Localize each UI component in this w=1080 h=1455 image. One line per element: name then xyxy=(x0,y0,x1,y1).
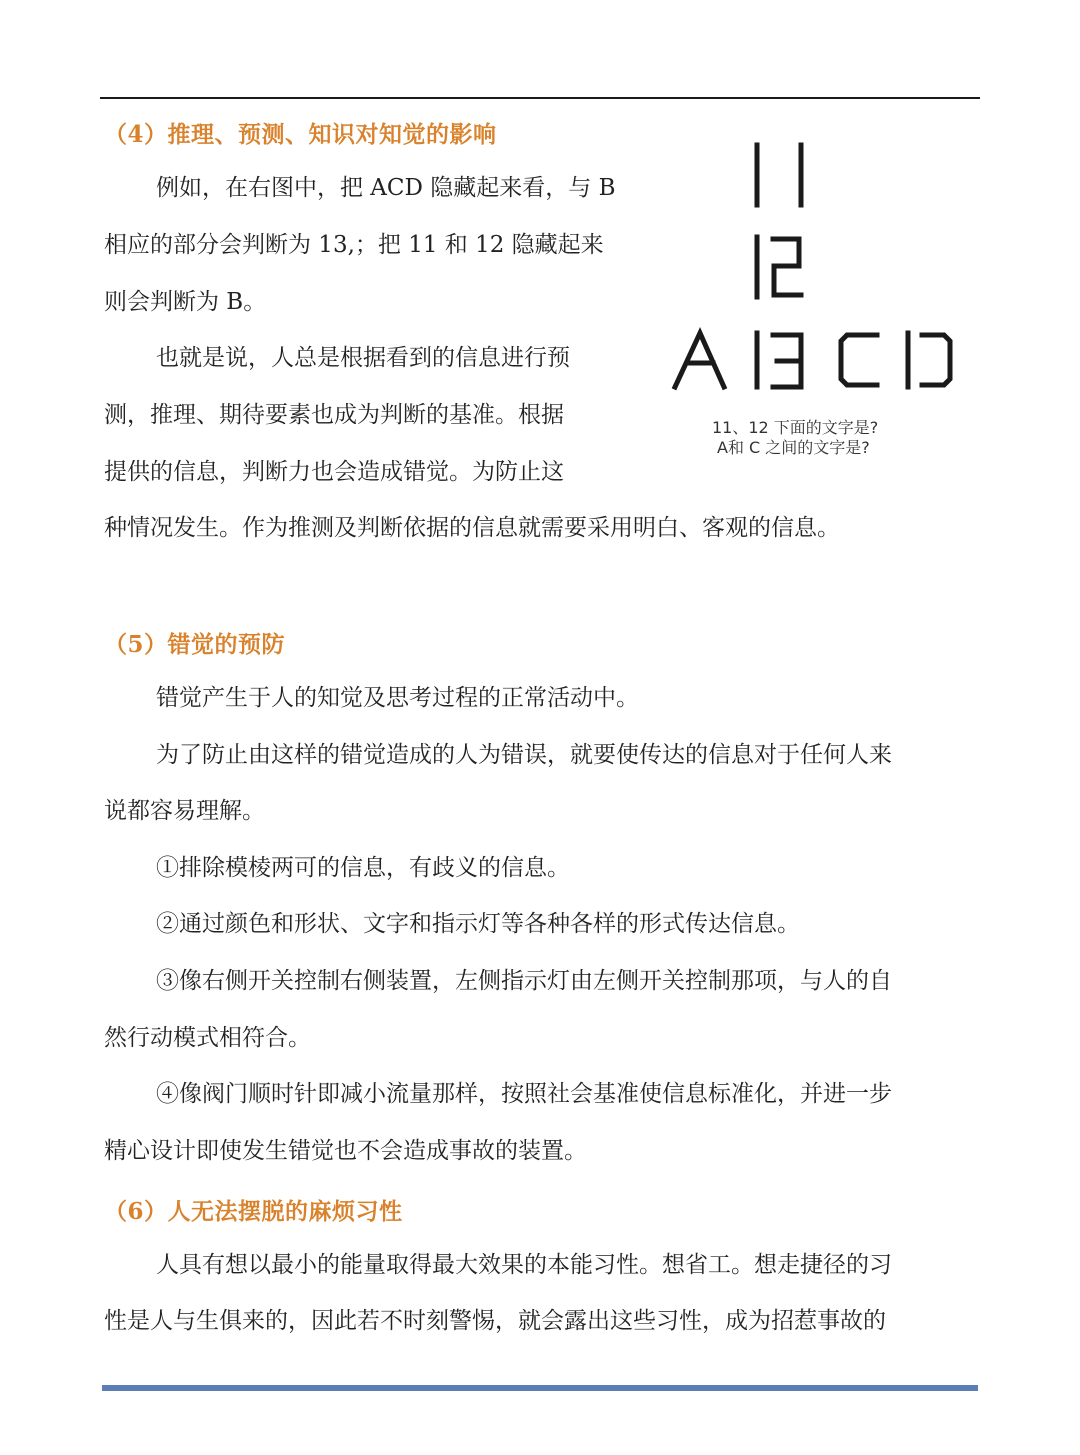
figure-caption-line-1: 11、12 下面的文字是? xyxy=(712,418,879,437)
top-rule xyxy=(100,97,980,99)
paragraph-line: 则会判断为 B。 xyxy=(104,289,267,315)
list-item: ④像阀门顺时针即减小流量那样，按照社会基准使信息标准化，并进一步 xyxy=(156,1081,892,1107)
paragraph-line: 精心设计即使发生错觉也不会造成事故的装置。 xyxy=(104,1138,587,1164)
paragraph-line: 为了防止由这样的错觉造成的人为错误，就要使传达的信息对于任何人来 xyxy=(156,742,892,768)
paragraph-line: 提供的信息，判断力也会造成错觉。为防止这 xyxy=(104,459,564,485)
paragraph-line: 也就是说，人总是根据看到的信息进行预 xyxy=(156,345,570,371)
paragraph-line: 种情况发生。作为推测及判断依据的信息就需要采用明白、客观的信息。 xyxy=(104,515,840,541)
paragraph-line: 然行动模式相符合。 xyxy=(104,1025,311,1051)
paragraph-line: 相应的部分会判断为 13,；把 11 和 12 隐藏起来 xyxy=(104,232,604,258)
paragraph-line: 测，推理、期待要素也成为判断的基准。根据 xyxy=(104,402,564,428)
glyph-A xyxy=(675,333,724,387)
paragraph-line: 例如，在右图中，把 ACD 隐藏起来看，与 B xyxy=(156,175,616,201)
figure-caption-line-2: A和 C 之间的文字是? xyxy=(717,438,870,457)
list-item: ②通过颜色和形状、文字和指示灯等各种各样的形式传达信息。 xyxy=(156,911,800,937)
glyph-B xyxy=(757,333,801,387)
list-item: ①排除模棱两可的信息，有歧义的信息。 xyxy=(156,855,570,881)
section-6-heading: （6）人无法摆脱的麻烦习性 xyxy=(104,1198,403,1225)
paragraph-line: 人具有想以最小的能量取得最大效果的本能习性。想省工。想走捷径的习 xyxy=(156,1252,892,1278)
glyph-D xyxy=(908,333,950,387)
paragraph-line: 错觉产生于人的知觉及思考过程的正常活动中。 xyxy=(156,685,639,711)
paragraph-line: 说都容易理解。 xyxy=(104,798,265,824)
glyph-C xyxy=(841,335,877,385)
paragraph-line: 性是人与生俱来的，因此若不时刻警惕，就会露出这些习性，成为招惹事故的 xyxy=(104,1308,886,1334)
list-item: ③像右侧开关控制右侧装置，左侧指示灯由左侧开关控制那项，与人的自 xyxy=(156,968,892,994)
glyph-11 xyxy=(757,145,801,205)
section-5-heading: （5）错觉的预防 xyxy=(104,631,286,658)
ambiguous-figure xyxy=(660,135,970,475)
section-4-heading: （4）推理、预测、知识对知觉的影响 xyxy=(104,121,497,148)
glyph-12 xyxy=(757,237,801,297)
bottom-rule xyxy=(102,1385,978,1391)
